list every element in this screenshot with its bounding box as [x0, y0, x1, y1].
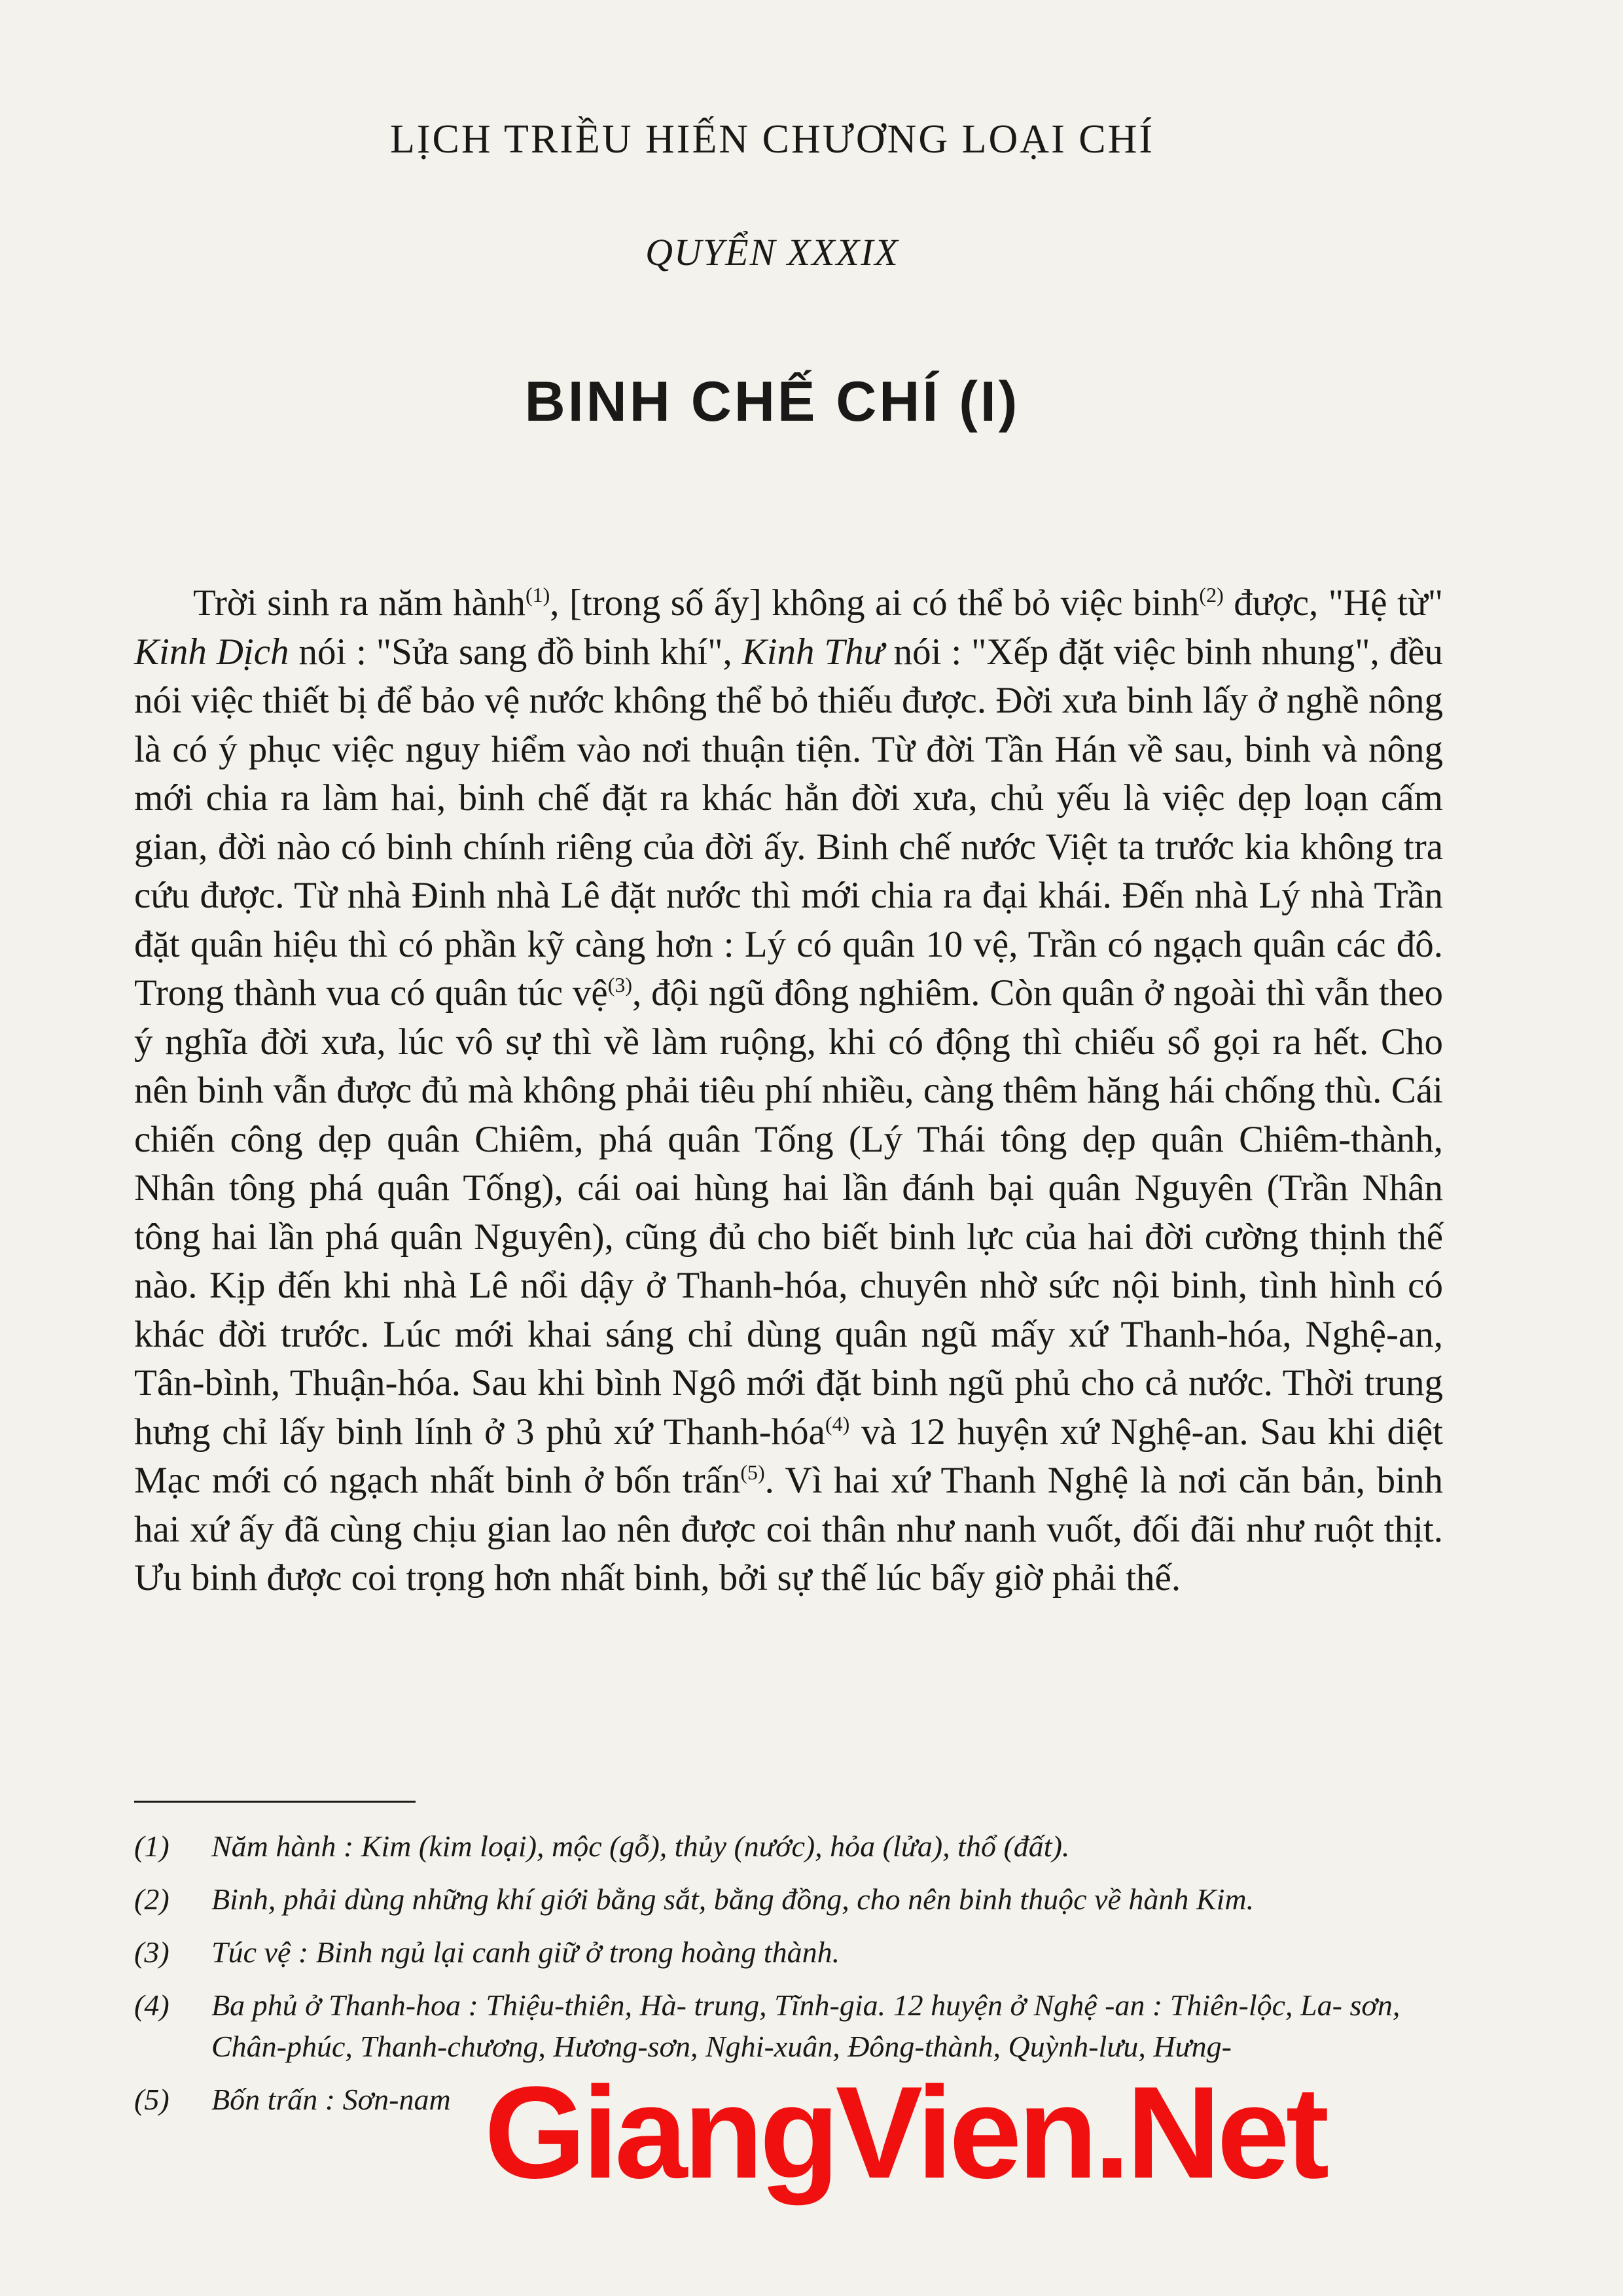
footnote-text: Bốn trấn : Sơn-nam	[211, 2083, 451, 2116]
footnote-number: (5)	[134, 2083, 169, 2116]
footnote-text: Ba phủ ở Thanh-hoa : Thiệu-thiên, Hà- trung, Tĩnh-gia. 12 huyện ở Nghệ -an : Thiên-lộc, La- sơn, Chân-phúc, Thanh-chương, Hương-sơn, Nghi-xuân, Đông-thành, Quỳnh-lưu, Hưng-	[211, 1988, 1400, 2063]
text-segment: nói : "Sửa sang đồ binh khí",	[289, 631, 742, 673]
footnote-item	[134, 1879, 1443, 1920]
text-segment: nói : "Xếp đặt việc binh nhung", đều nói việc thiết bị để bảo vệ nước không thể bỏ thiếu được. Đời xưa binh lấy ở nghề nông là có ý phục việc nguy hiểm vào nơi thuận tiện. Từ đời Tần Hán về sau, binh và nông mới chia ra làm hai, binh chế đặt ra khác hẳn đời xưa, chủ yếu là việc dẹp loạn cấm gian, đời nào có binh chính riêng của đời ấy. Binh chế nước Việt ta trước kia không tra cứu được. Từ nhà Đinh nhà Lê đặt nước thì mới chia ra đại khái. Đến nhà Lý nhà Trần đặt quân hiệu thì có phần kỹ càng hơn : Lý có quân 10 vệ, Trần có ngạch quân các đô. Trong thành vua có quân túc vệ	[134, 631, 1443, 1014]
text-segment: , [trong số ấy] không ai có thể bỏ việc binh	[550, 582, 1200, 624]
footnote-item	[134, 1985, 1443, 2067]
footnote-item	[134, 1932, 1443, 1973]
footnote-number: (1)	[134, 1829, 169, 1863]
text-segment: . Vì hai xứ Thanh Nghệ là nơi căn bản, binh hai xứ ấy đã cùng chịu gian lao nên được coi thân như nanh vuốt, đối đãi như ruột thịt. Ưu binh được coi trọng hơn nhất binh, bởi sự thế lúc bấy giờ phải thế.	[134, 1460, 1443, 1598]
footnote-text: Túc vệ : Binh ngủ lại canh giữ ở trong hoàng thành.	[211, 1935, 840, 1969]
footnote-number: (4)	[134, 1988, 169, 2022]
main-paragraph	[134, 579, 1443, 1603]
footnote-text: Năm hành : Kim (kim loại), mộc (gỗ), thủy (nước), hỏa (lửa), thổ (đất).	[211, 1829, 1070, 1863]
book-title-kinh-dich: Kinh Dịch	[134, 631, 289, 673]
text-segment: Trời sinh ra năm hành	[193, 582, 526, 624]
book-title-kinh-thu: Kinh Thư	[741, 631, 884, 673]
footnote-item	[134, 1826, 1443, 1867]
text-segment: , đội ngũ đông nghiêm. Còn quân ở ngoài thì vẫn theo ý nghĩa đời xưa, lúc vô sự thì về làm ruộng, khi có động thì chiếu sổ gọi ra hết. Cho nên binh vẫn được đủ mà không phải tiêu phí nhiều, càng thêm hăng hái chống thù. Cái chiến công dẹp quân Chiêm, phá quân Tống (Lý Thái tông dẹp quân Chiêm-thành, Nhân tông phá quân Tống), cái oai hùng hai lần đánh bại quân Nguyên (Trần Nhân tông hai lần phá quân Nguyên), cũng đủ cho biết binh lực của hai đời cường thịnh thế nào. Kịp đến khi nhà Lê nổi dậy ở Thanh-hóa, chuyên nhờ sức nội binh, tình hình có khác đời trước. Lúc mới khai sáng chỉ dùng quân ngũ mấy xứ Thanh-hóa, Nghệ-an, Tân-bình, Thuận-hóa. Sau khi bình Ngô mới đặt binh ngũ phủ cho cả nước. Thời trung hưng chỉ lấy binh lính ở 3 phủ xứ Thanh-hóa	[134, 972, 1443, 1453]
volume-title: QUYỂN XXXIX	[645, 231, 899, 274]
text-segment: và 12 huyện xứ Nghệ-an. Sau khi diệt Mạc mới có ngạch nhất binh ở bốn trấn	[134, 1411, 1443, 1501]
footnote-ref-4: (4)	[825, 1411, 850, 1436]
text-segment: được, "Hệ từ"	[1223, 582, 1443, 624]
footnote-number: (3)	[134, 1935, 169, 1969]
watermark-logo: GiangVien.Net	[484, 2060, 1326, 2206]
series-title: LỊCH TRIỀU HIẾN CHƯƠNG LOẠI CHÍ	[389, 117, 1154, 162]
footnote-ref-1: (1)	[525, 583, 550, 607]
chapter-title: BINH CHẾ CHÍ (I)	[524, 370, 1020, 433]
footnote-ref-5: (5)	[740, 1460, 765, 1484]
footnote-text: Binh, phải dùng những khí giới bằng sắt, bằng đồng, cho nên binh thuộc về hành Kim.	[211, 1882, 1255, 1916]
footnote-ref-2: (2)	[1199, 583, 1224, 607]
footnote-ref-3: (3)	[607, 973, 633, 997]
footnote-divider	[134, 1801, 416, 1803]
footnote-number: (2)	[134, 1882, 169, 1916]
